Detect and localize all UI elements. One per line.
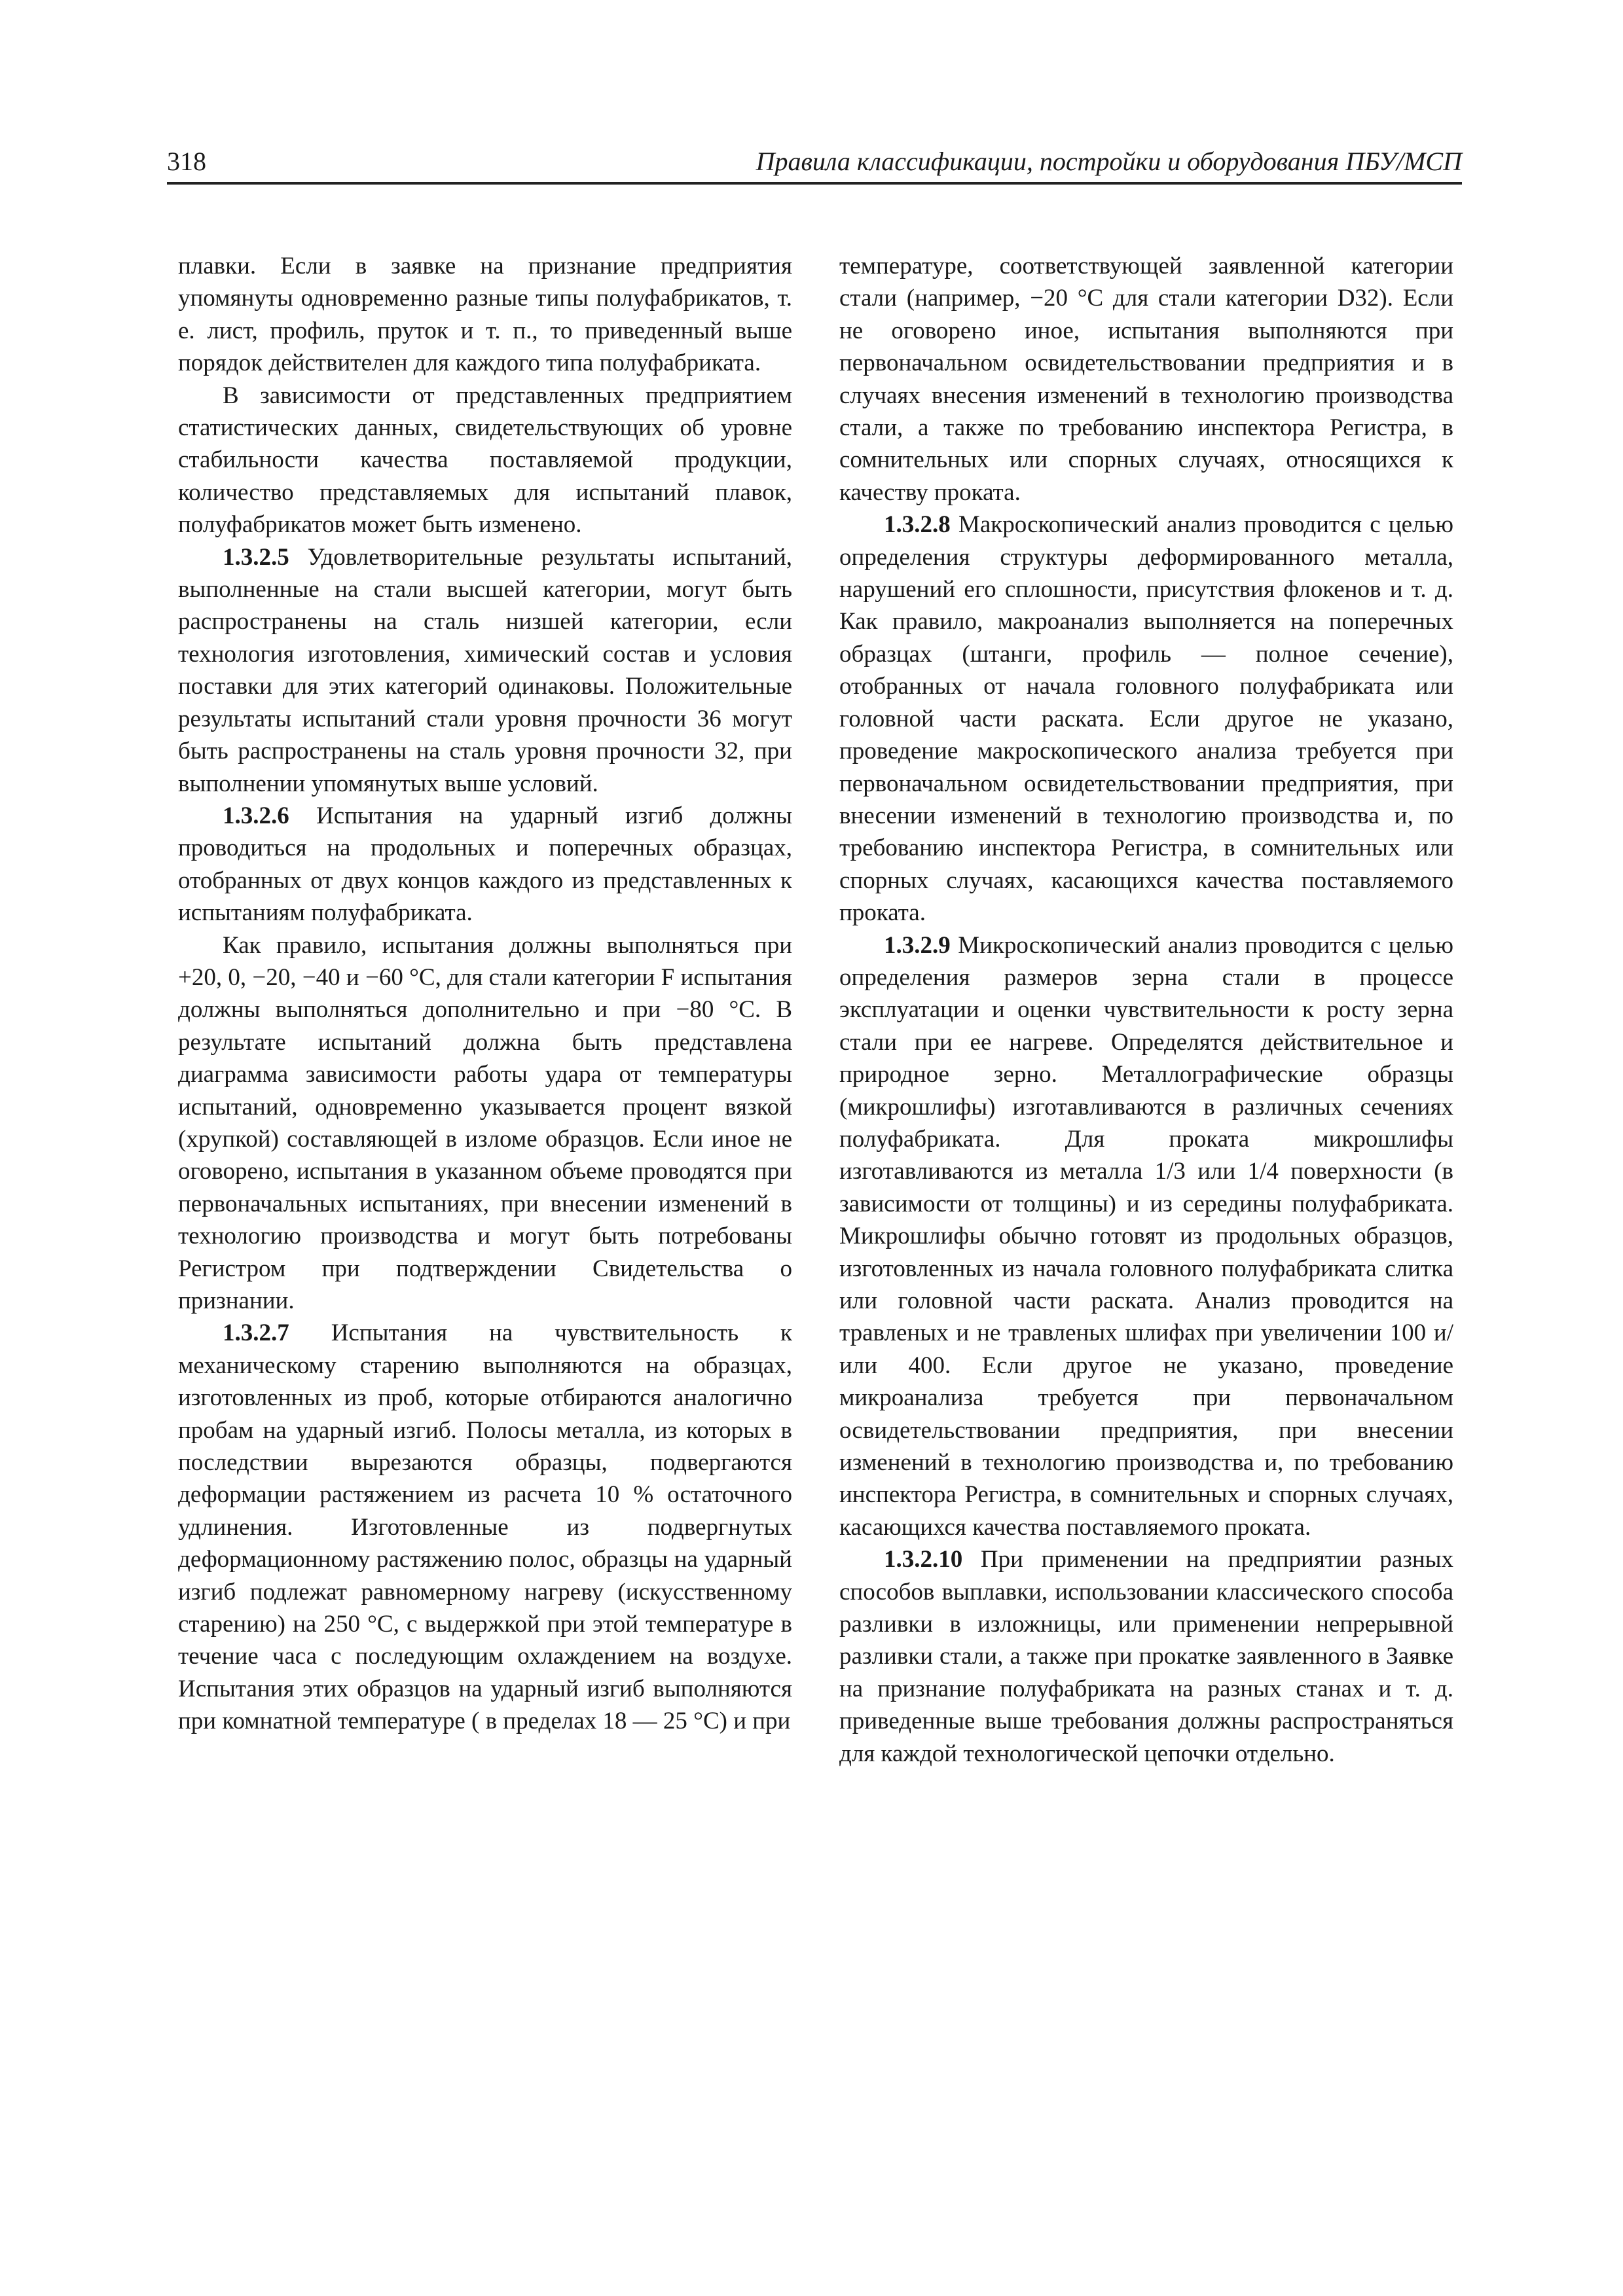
paragraph-text: плавки. Если в заявке на признание предприятия упомянуты одновременно разные типы полуфабрикатов, т. е. лист, профиль, пруток и т. п., то приведенный выше порядок действителен для каждого типа полуфабриката. (178, 253, 792, 377)
paragraph-text: Как правило, испытания должны выполняться при +20, 0, −20, −40 и −60 °C, для стали категории F испытания должны выполняться дополнительно и при −80 °C. В результате испытаний должна быть представлена диаграмма зависимости работы удара от температуры испытаний, одновременно указывается процент вязкой (хрупкой) составляющей в изломе образцов. Если иное не оговорено, испытания в указанном объеме проводятся при первоначальных испытаниях, при внесении изменений в технологию производства и могут быть потребованы Регистром при подтверждении Свидетельства о признании. (178, 931, 792, 1314)
paragraph (178, 250, 792, 380)
paragraph-text: температуре, соответствующей заявленной категории стали (например, −20 °C для стали категории D32). Если не оговорено иное, испытания выполняются при первоначальном освидетельствовании предприятия и в случаях внесения изменений в технологию производства стали, а также по требованию инспектора Регистра, в сомнительных или спорных случаях, относящихся к качеству проката. (839, 253, 1453, 506)
section-1-3-2-9 (839, 929, 1453, 1544)
section-number: 1.3.2.5 (223, 543, 289, 571)
paragraph-text: При применении на предприятии разных способов выплавки, использовании классического способа разливки в изложницы, или применении непрерывной разливки стали, а также при прокатке заявленного в Заявке на признание полуфабриката на разных станах и т. д. приведенные выше требования должны распространяться для каждой технологической цепочки отдельно. (839, 1546, 1453, 1767)
paragraph-text: Микроскопический анализ проводится с целью определения размеров зерна стали в процессе эксплуатации и оценки чувствительности к росту зерна стали при ее нагреве. Определятся действительное и природное зерно. Металлографические образцы (микрошлифы) изготавливаются в различных сечениях полуфабриката. Для проката микрошлифы изготавливаются из металла 1/3 или 1/4 поверхности (в зависимости от толщины) и из середины полуфабриката. Микрошлифы обычно готовят из продольных образцов, изготовленных из начала головного полуфабриката слитка или головной части раската. Анализ проводится на травленых и не травленых шлифах при увеличении 100 и/или 400. Если другое не указано, проведение микроанализа требуется при первоначальном освидетельствовании предприятия, при внесении изменений в технологию производства и, по требованию инспектора Регистра, в сомнительных и спорных случаях, касающихся качества поставляемого проката. (839, 931, 1453, 1541)
section-number: 1.3.2.7 (223, 1319, 289, 1347)
section-1-3-2-6 (178, 800, 792, 929)
paragraph-text: Испытания на ударный изгиб должны проводиться на продольных и поперечных образцах, отобранных от двух концов каждого из представленных к испытаниям полуфабриката. (178, 802, 793, 927)
paragraph-text: В зависимости от представленных предприятием статистических данных, свидетельствующих об уровне стабильности качества поставляемой продукции, количество представляемых для испытаний плавок, полуфабрикатов может быть изменено. (178, 382, 792, 539)
paragraph (178, 929, 792, 1318)
section-1-3-2-7 (178, 1317, 792, 1737)
section-1-3-2-8 (839, 509, 1453, 929)
page-header (167, 139, 1462, 185)
page-number: 318 (167, 147, 206, 176)
running-title: Правила классификации, постройки и оборудования ПБУ/МСП (756, 147, 1462, 176)
paragraph-text: Макроскопический анализ проводится с целью определения структуры деформированного металла, нарушений его сплошности, присутствия флокенов и т. д. Как правило, макроанализ выполняется на поперечных образцах (штанги, профиль — полное сечение), отобранных от начала головного полуфабриката или головной части раската. Если другое не указано, проведение макроскопического анализа требуется при первоначальном освидетельствовании предприятия, при внесении изменений в технологию производства и, по требованию инспектора Регистра, в сомнительных или спорных случаях, касающихся качества поставляемого проката. (839, 511, 1453, 927)
section-number: 1.3.2.10 (884, 1546, 963, 1573)
paragraph-text: Испытания на чувствительность к механическому старению выполняются на образцах, изготовленных из проб, которые отбираются аналогично пробам на ударный изгиб. Полосы металла, из которых в последствии вырезаются образцы, подвергаются деформации растяжением из расчета 10 % остаточного удлинения. Изготовленные из подвергнутых деформационному растяжению полос, образцы на ударный изгиб подлежат равномерному нагреву (искусственному старению) на 250 °C, с выдержкой при этой температуре в течение часа с последующим охлаждением на воздухе. Испытания этих образцов на ударный изгиб выполняются при комнатной температуре ( в пределах 18 — 25 °C) и при (178, 1319, 792, 1735)
section-number: 1.3.2.6 (223, 802, 289, 829)
section-1-3-2-5 (178, 541, 792, 800)
left-column (178, 250, 792, 1738)
paragraph (178, 380, 792, 541)
section-1-3-2-10 (839, 1543, 1453, 1770)
section-number: 1.3.2.9 (884, 931, 951, 959)
section-number: 1.3.2.8 (884, 511, 951, 539)
right-column (839, 250, 1453, 1770)
paragraph-text: Удовлетворительные результаты испытаний, выполненные на стали высшей категории, могут быть распространены на сталь низшей категории, если технология изготовления, химический состав и условия поставки для этих категорий одинаковы. Положительные результаты испытаний стали уровня прочности 36 могут быть распространены на сталь уровня прочности 32, при выполнении упомянутых выше условий. (178, 543, 792, 797)
paragraph (839, 250, 1453, 509)
